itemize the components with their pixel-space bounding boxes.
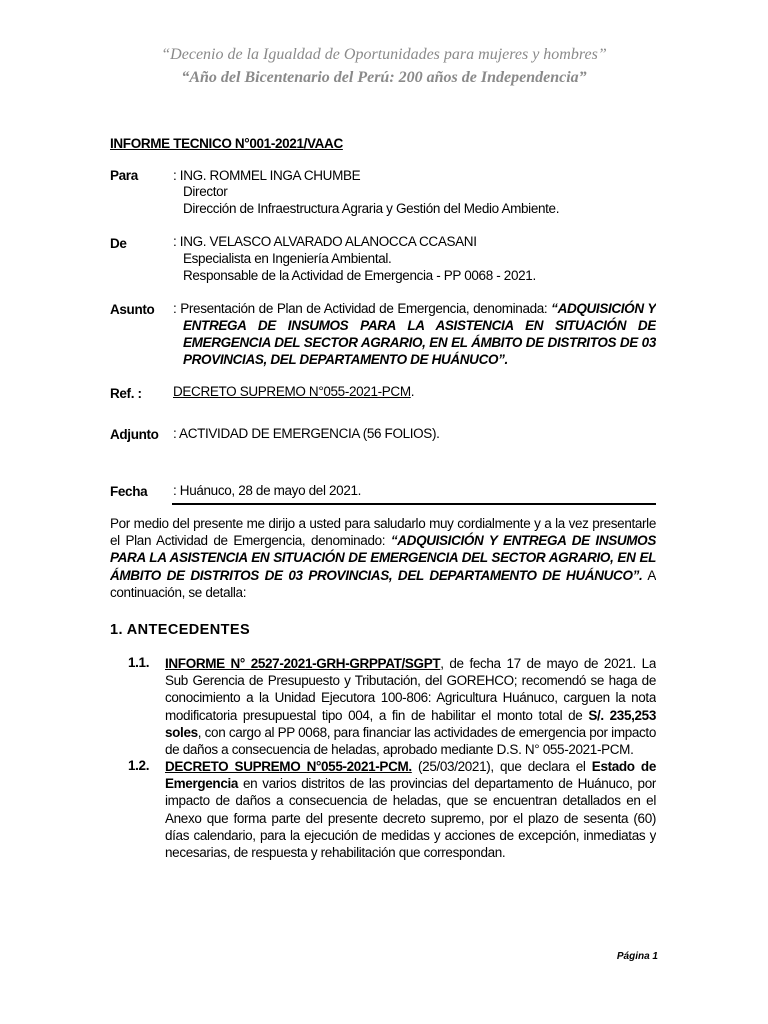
item-1-1-ref: INFORME N° 2527-2021-GRH-GRPPAT/SGPT [165, 656, 441, 671]
fecha-label: Fecha [110, 484, 148, 499]
header-divider [172, 503, 656, 505]
intro-line-4-bold: ÁMBITO DE DISTRITOS DE 03 PROVINCIAS, DEL DEPARTAMENTO DE HUÁNUCO”. [110, 567, 643, 583]
intro-line-1: Por medio del presente me dirijo a usted para saludarlo muy cordialmente y a la vez presentarle [110, 516, 656, 531]
asunto-intro: : Presentación de Plan de Actividad de Emergencia, denominada: [173, 301, 552, 316]
item-1-1-line-3: conocimiento a la Unidad Ejecutora 100-806: Agricultura Huánuco, carguen la nota [165, 690, 656, 706]
ref-label: Ref. : [110, 386, 142, 401]
item-1-2-estado: Estado de [591, 759, 656, 774]
asunto-text-cont [183, 317, 656, 369]
item-1-2-line-6: necesarias, de respuesta y rehabilitación que correspondan. [165, 845, 506, 861]
fecha-value: : Huánuco, 28 de mayo del 2021. [173, 483, 362, 498]
item-1-1-amount: S/. 235,253 [588, 707, 656, 723]
item-1-1-line-5-plain: , con cargo al PP 0068, para financiar las actividades de emergencia por impacto [197, 724, 656, 740]
intro-line-2-bold: “ADQUISICIÓN Y ENTREGA DE INSUMOS [390, 533, 656, 549]
para-line-3: Dirección de Infraestructura Agraria y Gestión del Medio Ambiente. [183, 201, 560, 216]
item-1-2-text [165, 758, 656, 861]
section-title-antecedentes: 1. ANTECEDENTES [110, 622, 251, 638]
asunto-bold-3: EMERGENCIA DEL SECTOR AGRARIO, EN EL ÁMBITO DE DISTRITOS DE 03 [183, 335, 656, 351]
para-line-2: Director [183, 184, 228, 199]
item-1-1-line-2: Sub Gerencia de Presupuesto y Tributación, del GOREHCO; recomendó se haga de [165, 673, 656, 689]
item-1-2-line-4: Anexo que forma parte del presente decreto supremo, por el plazo de sesenta (60) [165, 810, 656, 826]
item-1-1-line-1: , de fecha 17 de mayo de 2021. La [440, 656, 656, 671]
adjunto-value: : ACTIVIDAD DE EMERGENCIA (56 FOLIOS). [173, 426, 440, 441]
ref-value-wrap [173, 384, 414, 399]
de-label: De [110, 236, 127, 251]
intro-line-4-plain: A [642, 567, 656, 583]
item-1-2-ref: DECRETO SUPREMO N°055-2021-PCM. [165, 759, 412, 774]
asunto-text [173, 300, 656, 317]
asunto-bold-1: “ADQUISICIÓN Y [551, 301, 656, 316]
de-line-2: Especialista en Ingeniería Ambiental. [183, 251, 392, 266]
ref-suffix: . [410, 384, 415, 399]
para-line-1: : ING. ROMMEL INGA CHUMBE [173, 168, 361, 183]
ref-value: DECRETO SUPREMO N°055-2021-PCM [173, 384, 411, 399]
motto-line-1: “Decenio de la Igualdad de Oportunidades para mujeres y hombres” [161, 46, 607, 63]
asunto-bold-4: PROVINCIAS, DEL DEPARTAMENTO DE HUÁNUCO”. [183, 352, 508, 368]
item-1-2-line-3: impacto de daños a consecuencia de heladas, que se encuentran detallados en el [165, 793, 656, 809]
intro-paragraph [110, 515, 656, 601]
motto-line-2: “Año del Bicentenario del Perú: 200 años de Independencia” [181, 69, 587, 86]
item-1-1-number: 1.1. [128, 655, 150, 670]
de-line-3: Responsable de la Actividad de Emergencia - PP 0068 - 2021. [183, 268, 536, 283]
asunto-bold-2: ENTREGA DE INSUMOS PARA LA ASISTENCIA EN SITUACIÓN DE [183, 318, 656, 333]
item-1-2-emergencia: Emergencia [165, 776, 239, 792]
para-label: Para [110, 168, 138, 183]
item-1-2-line-2-plain: en varios distritos de las provincias del departamento de Huánuco, por [238, 776, 656, 792]
item-1-1-soles: soles [165, 724, 198, 740]
item-1-2-number: 1.2. [128, 758, 150, 773]
intro-line-2-plain: el Plan Actividad de Emergencia, denominado: [110, 533, 391, 549]
asunto-label: Asunto [110, 302, 155, 317]
page-number: Página 1 [616, 951, 658, 962]
de-line-1: : ING. VELASCO ALVARADO ALANOCCA CCASANI [173, 234, 477, 249]
adjunto-label: Adjunto [110, 427, 159, 442]
item-1-1-text [165, 655, 656, 758]
intro-line-3-bold: PARA LA ASISTENCIA EN SITUACIÓN DE EMERGENCIA DEL SECTOR AGRARIO, EN EL [110, 550, 656, 566]
item-1-2-line-1: (25/03/2021), que declara el [411, 759, 592, 774]
report-title: INFORME TECNICO N°001-2021/VAAC [110, 136, 343, 151]
item-1-1-line-4-plain: modificatoria presupuestal tipo 004, a fin de habilitar el monto total de [165, 707, 589, 723]
item-1-1-line-6: de daños a consecuencia de heladas, aprobado mediante D.S. N° 055-2021-PCM. [165, 742, 634, 758]
item-1-2-line-5: días calendario, para la ejecución de medidas y acciones de excepción, inmediatas y [165, 827, 656, 843]
intro-line-5: continuación, se detalla: [110, 584, 247, 600]
